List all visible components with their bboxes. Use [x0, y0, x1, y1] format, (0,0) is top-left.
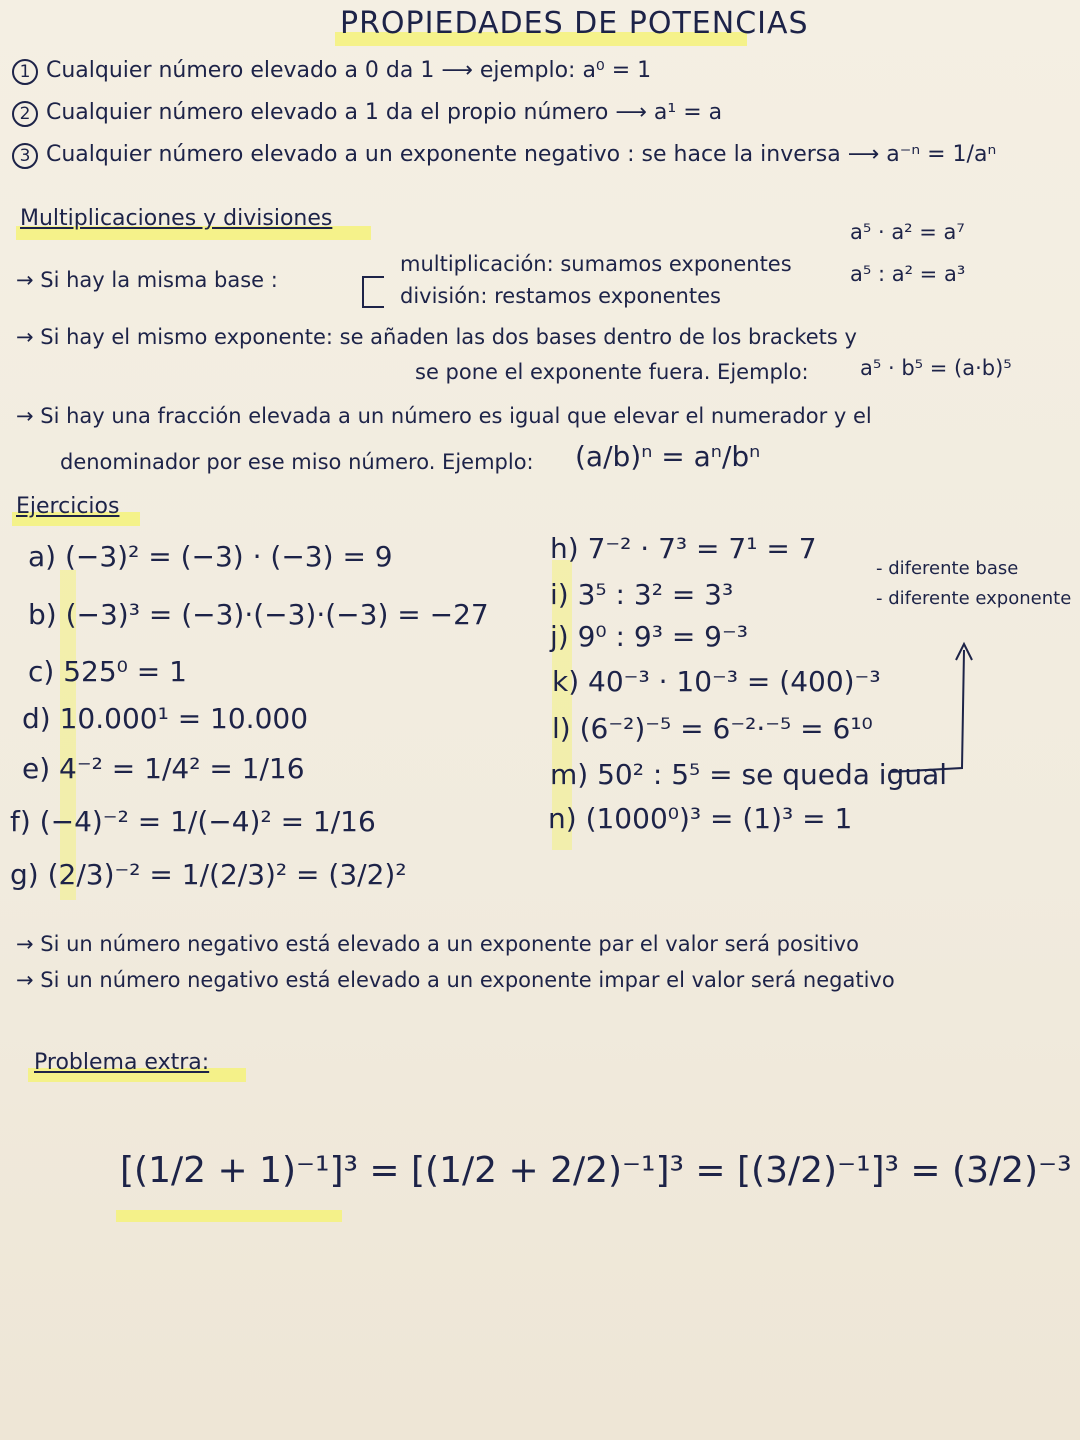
- same-exponent-line-1: → Si hay el mismo exponente: se añaden las dos bases dentro de los brackets y: [16, 325, 857, 349]
- exercise-d: d) 10.000¹ = 10.000: [22, 702, 309, 735]
- exercise-f: f) (−4)⁻² = 1/(−4)² = 1/16: [10, 805, 376, 838]
- extra-heading: Problema extra:: [34, 1050, 210, 1075]
- exercise-g: g) (2/3)⁻² = 1/(2/3)² = (3/2)²: [10, 858, 407, 891]
- rule-2: [12, 100, 722, 127]
- exercise-b: b) (−3)³ = (−3)·(−3)·(−3) = −27: [28, 598, 489, 631]
- extra-expression: [(1/2 + 1)⁻¹]³ = [(1/2 + 2/2)⁻¹]³ = [(3/2)⁻¹]³ = (3/2)⁻³: [120, 1150, 1072, 1191]
- fraction-line-1: → Si hay una fracción elevada a un número es igual que elevar el numerador y el: [16, 404, 872, 428]
- rule-3-text: Cualquier número elevado a un exponente negativo : se hace la inversa ⟶ a⁻ⁿ = 1/aⁿ: [46, 142, 997, 167]
- multiplication-rule: multiplicación: sumamos exponentes: [400, 252, 792, 276]
- same-exponent-example: a⁵ · b⁵ = (a·b)⁵: [860, 356, 1012, 380]
- page-title: PROPIEDADES DE POTENCIAS: [340, 6, 809, 41]
- exercises-heading: Ejercicios: [16, 494, 120, 519]
- same-exponent-line-2: se pone el exponente fuera. Ejemplo:: [415, 360, 809, 384]
- rule-1-text: Cualquier número elevado a 0 da 1 ⟶ ejemplo: a⁰ = 1: [46, 58, 652, 83]
- note-different-exponent: - diferente exponente: [876, 588, 1072, 609]
- mult-div-heading: Multiplicaciones y divisiones: [20, 206, 333, 231]
- exercise-j: j) 9⁰ : 9³ = 9⁻³: [550, 620, 748, 653]
- rule-1-number: 1: [12, 59, 38, 85]
- exercise-l: l) (6⁻²)⁻⁵ = 6⁻²·⁻⁵ = 6¹⁰: [552, 712, 873, 745]
- same-base-bracket: [362, 276, 384, 308]
- rule-2-number: 2: [12, 101, 38, 127]
- extra-expression-highlight: [116, 1210, 342, 1222]
- exercise-n: n) (1000⁰)³ = (1)³ = 1: [548, 802, 853, 835]
- rule-3-number: 3: [12, 143, 38, 169]
- rule-2-text: Cualquier número elevado a 1 da el propio número ⟶ a¹ = a: [46, 100, 723, 125]
- note-arrow-icon: [880, 630, 980, 780]
- same-base-label: → Si hay la misma base :: [16, 268, 278, 292]
- rule-3: [12, 142, 996, 169]
- division-example: a⁵ : a² = a³: [850, 262, 966, 286]
- fraction-example: (a/b)ⁿ = aⁿ/bⁿ: [575, 440, 761, 473]
- exercise-m: m) 50² : 5⁵ = se queda igual: [550, 758, 948, 791]
- rule-1: [12, 58, 651, 85]
- exercise-e: e) 4⁻² = 1/4² = 1/16: [22, 752, 305, 785]
- exercise-a: a) (−3)² = (−3) · (−3) = 9: [28, 540, 393, 573]
- sign-rule-odd: → Si un número negativo está elevado a un exponente impar el valor será negativo: [16, 968, 895, 992]
- sign-rule-even: → Si un número negativo está elevado a un exponente par el valor será positivo: [16, 932, 859, 956]
- exercise-h: h) 7⁻² · 7³ = 7¹ = 7: [550, 532, 817, 565]
- multiplication-example: a⁵ · a² = a⁷: [850, 220, 965, 244]
- fraction-line-2: denominador por ese miso número. Ejemplo:: [60, 450, 534, 474]
- exercise-i: i) 3⁵ : 3² = 3³: [550, 578, 734, 611]
- division-rule: división: restamos exponentes: [400, 284, 721, 308]
- exercise-k: k) 40⁻³ · 10⁻³ = (400)⁻³: [552, 665, 881, 698]
- exercise-c: c) 525⁰ = 1: [28, 655, 187, 688]
- note-different-base: - diferente base: [876, 558, 1019, 579]
